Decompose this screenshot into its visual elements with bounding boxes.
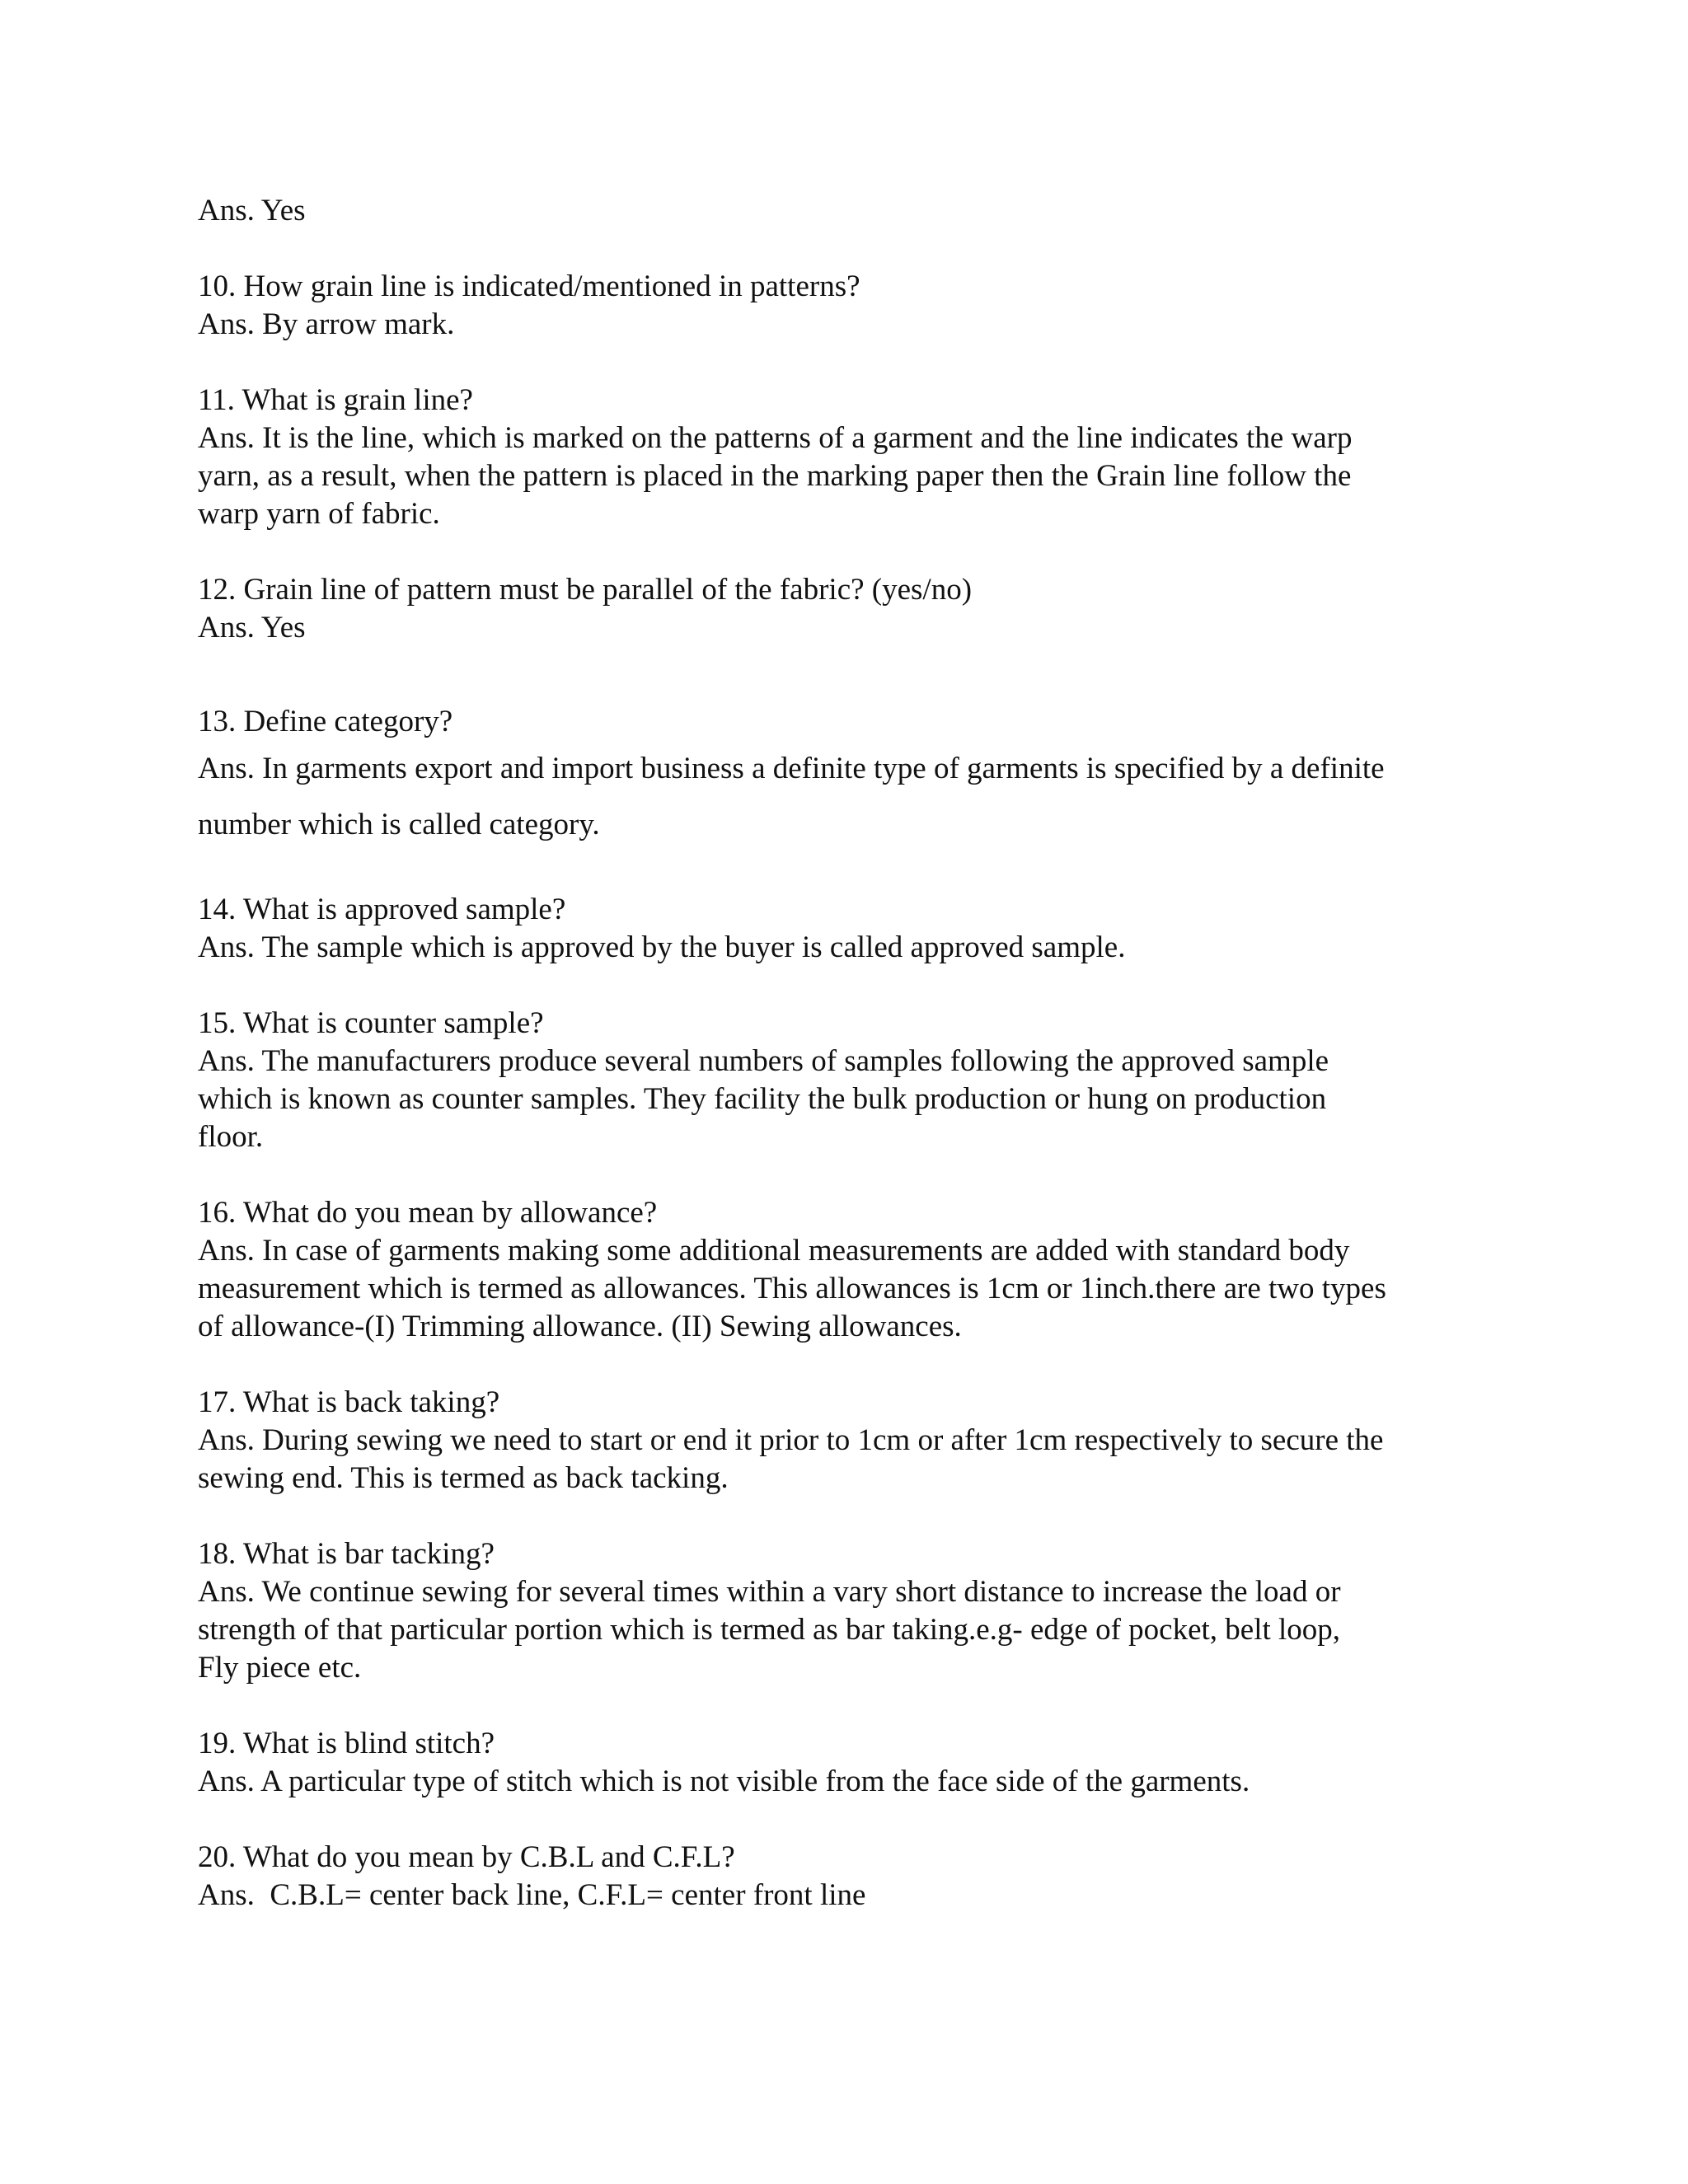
- question-11: 11. What is grain line?: [198, 383, 473, 417]
- question-13: 13. Define category?: [198, 705, 453, 738]
- answer-11-line-1: Ans. It is the line, which is marked on the patterns of a garment and the line indicates the warp: [198, 421, 1353, 455]
- answer-17-line-1: Ans. During sewing we need to start or end it prior to 1cm or after 1cm respectively to secure the: [198, 1423, 1384, 1457]
- answer-18-line-1: Ans. We continue sewing for several times within a vary short distance to increase the load or: [198, 1575, 1341, 1609]
- answer-12: Ans. Yes: [198, 611, 306, 644]
- answer-13-line-1: Ans. In garments export and import business a definite type of garments is specified by a definite: [198, 752, 1385, 785]
- question-18: 18. What is bar tacking?: [198, 1537, 495, 1571]
- answer-17-line-2: sewing end. This is termed as back tacking.: [198, 1461, 729, 1495]
- answer-18-line-2: strength of that particular portion which is termed as bar taking.e.g- edge of pocket, belt loop,: [198, 1613, 1341, 1647]
- question-19: 19. What is blind stitch?: [198, 1727, 495, 1760]
- answer-19: Ans. A particular type of stitch which is not visible from the face side of the garments.: [198, 1765, 1250, 1798]
- answer-13-line-2: number which is called category.: [198, 808, 600, 841]
- question-20: 20. What do you mean by C.B.L and C.F.L?: [198, 1840, 735, 1874]
- answer-15-line-1: Ans. The manufacturers produce several numbers of samples following the approved sample: [198, 1044, 1329, 1078]
- answer-11-line-2: yarn, as a result, when the pattern is placed in the marking paper then the Grain line follow the: [198, 459, 1352, 493]
- question-16: 16. What do you mean by allowance?: [198, 1196, 658, 1230]
- answer-14: Ans. The sample which is approved by the buyer is called approved sample.: [198, 930, 1126, 964]
- answer-16-line-3: of allowance-(I) Trimming allowance. (II) Sewing allowances.: [198, 1310, 962, 1343]
- answer-16-line-2: measurement which is termed as allowances. This allowances is 1cm or 1inch.there are two types: [198, 1272, 1386, 1305]
- question-17: 17. What is back taking?: [198, 1385, 500, 1419]
- question-15: 15. What is counter sample?: [198, 1006, 544, 1040]
- answer-10: Ans. By arrow mark.: [198, 307, 455, 341]
- answer-15-line-2: which is known as counter samples. They facility the bulk production or hung on production: [198, 1082, 1327, 1116]
- question-10: 10. How grain line is indicated/mentioned in patterns?: [198, 269, 860, 303]
- answer-15-line-3: floor.: [198, 1120, 264, 1154]
- document-body: [198, 192, 1500, 1915]
- answer-16-line-1: Ans. In case of garments making some additional measurements are added with standard body: [198, 1234, 1350, 1268]
- text-line: Ans. Yes: [198, 194, 306, 227]
- question-14: 14. What is approved sample?: [198, 893, 566, 926]
- answer-11-line-3: warp yarn of fabric.: [198, 497, 440, 531]
- answer-20: Ans. C.B.L= center back line, C.F.L= center front line: [198, 1878, 866, 1912]
- answer-18-line-3: Fly piece etc.: [198, 1651, 362, 1685]
- question-12: 12. Grain line of pattern must be parallel of the fabric? (yes/no): [198, 573, 973, 607]
